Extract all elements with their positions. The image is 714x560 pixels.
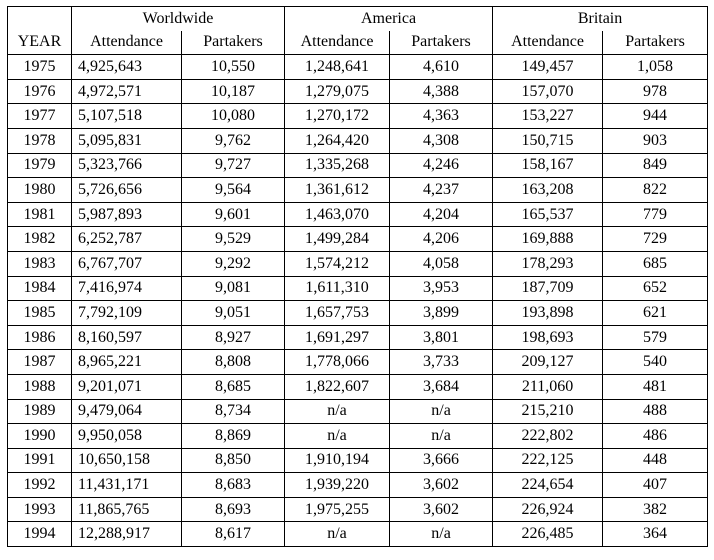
table-row	[8, 153, 708, 178]
year-cell: 1993	[8, 497, 72, 522]
year-cell: 1987	[8, 350, 72, 375]
britain-attendance-cell: 178,293	[493, 251, 603, 276]
worldwide-partakers-cell: 9,081	[182, 276, 285, 301]
britain-partakers-cell: 1,058	[603, 55, 708, 80]
america-partakers-cell: 3,602	[390, 497, 493, 522]
worldwide-attendance-cell: 10,650,158	[72, 448, 182, 473]
worldwide-attendance-cell: 8,160,597	[72, 325, 182, 350]
britain-attendance-cell: 153,227	[493, 104, 603, 129]
america-attendance-cell: n/a	[285, 399, 390, 424]
table-row	[8, 251, 708, 276]
year-cell: 1994	[8, 522, 72, 547]
america-partakers-cell: 4,237	[390, 178, 493, 203]
memorial-statistics-table	[7, 6, 708, 547]
table-row	[8, 276, 708, 301]
britain-partakers-cell: 448	[603, 448, 708, 473]
britain-attendance-cell: 150,715	[493, 128, 603, 153]
britain-attendance-cell: 226,485	[493, 522, 603, 547]
britain-partakers-cell: 652	[603, 276, 708, 301]
america-attendance-cell: 1,463,070	[285, 202, 390, 227]
britain-attendance-cell: 157,070	[493, 79, 603, 104]
worldwide-partakers-cell: 9,601	[182, 202, 285, 227]
america-partakers-cell: 3,684	[390, 374, 493, 399]
worldwide-attendance-cell: 5,323,766	[72, 153, 182, 178]
britain-partakers-cell: 540	[603, 350, 708, 375]
table-row	[8, 374, 708, 399]
column-header-america-attendance: Attendance	[285, 31, 390, 55]
britain-partakers-cell: 407	[603, 473, 708, 498]
blank-header-cell	[8, 7, 72, 31]
america-attendance-cell: n/a	[285, 424, 390, 449]
britain-partakers-cell: 978	[603, 79, 708, 104]
worldwide-attendance-cell: 12,288,917	[72, 522, 182, 547]
britain-partakers-cell: 822	[603, 178, 708, 203]
year-cell: 1984	[8, 276, 72, 301]
america-partakers-cell: 3,733	[390, 350, 493, 375]
america-partakers-cell: 4,388	[390, 79, 493, 104]
britain-partakers-cell: 579	[603, 325, 708, 350]
table-row	[8, 104, 708, 129]
group-header-worldwide: Worldwide	[72, 7, 285, 31]
worldwide-attendance-cell: 4,972,571	[72, 79, 182, 104]
worldwide-partakers-cell: 10,080	[182, 104, 285, 129]
britain-partakers-cell: 364	[603, 522, 708, 547]
year-cell: 1982	[8, 227, 72, 252]
britain-attendance-cell: 211,060	[493, 374, 603, 399]
table-row	[8, 79, 708, 104]
britain-attendance-cell: 158,167	[493, 153, 603, 178]
year-cell: 1981	[8, 202, 72, 227]
year-cell: 1992	[8, 473, 72, 498]
worldwide-attendance-cell: 5,107,518	[72, 104, 182, 129]
america-attendance-cell: 1,691,297	[285, 325, 390, 350]
worldwide-attendance-cell: 5,095,831	[72, 128, 182, 153]
table-row	[8, 227, 708, 252]
group-header-america: America	[285, 7, 493, 31]
year-cell: 1986	[8, 325, 72, 350]
america-attendance-cell: 1,270,172	[285, 104, 390, 129]
worldwide-partakers-cell: 8,850	[182, 448, 285, 473]
worldwide-attendance-cell: 9,950,058	[72, 424, 182, 449]
worldwide-partakers-cell: 9,292	[182, 251, 285, 276]
worldwide-partakers-cell: 9,727	[182, 153, 285, 178]
table-row	[8, 424, 708, 449]
britain-partakers-cell: 944	[603, 104, 708, 129]
america-attendance-cell: 1,611,310	[285, 276, 390, 301]
america-partakers-cell: 4,206	[390, 227, 493, 252]
column-header-worldwide-partakers: Partakers	[182, 31, 285, 55]
america-partakers-cell: n/a	[390, 399, 493, 424]
table-row	[8, 325, 708, 350]
america-attendance-cell: 1,499,284	[285, 227, 390, 252]
year-cell: 1979	[8, 153, 72, 178]
britain-attendance-cell: 169,888	[493, 227, 603, 252]
worldwide-attendance-cell: 9,479,064	[72, 399, 182, 424]
america-partakers-cell: 4,204	[390, 202, 493, 227]
worldwide-attendance-cell: 4,925,643	[72, 55, 182, 80]
year-cell: 1985	[8, 301, 72, 326]
year-cell: 1976	[8, 79, 72, 104]
year-cell: 1991	[8, 448, 72, 473]
britain-attendance-cell: 226,924	[493, 497, 603, 522]
america-partakers-cell: 4,058	[390, 251, 493, 276]
worldwide-partakers-cell: 8,617	[182, 522, 285, 547]
column-header-britain-attendance: Attendance	[493, 31, 603, 55]
america-partakers-cell: n/a	[390, 522, 493, 547]
america-partakers-cell: 4,363	[390, 104, 493, 129]
column-header-britain-partakers: Partakers	[603, 31, 708, 55]
worldwide-attendance-cell: 8,965,221	[72, 350, 182, 375]
worldwide-partakers-cell: 9,564	[182, 178, 285, 203]
column-header-worldwide-attendance: Attendance	[72, 31, 182, 55]
table-row	[8, 473, 708, 498]
britain-partakers-cell: 729	[603, 227, 708, 252]
britain-attendance-cell: 198,693	[493, 325, 603, 350]
worldwide-partakers-cell: 10,187	[182, 79, 285, 104]
table-row	[8, 55, 708, 80]
britain-partakers-cell: 486	[603, 424, 708, 449]
america-attendance-cell: 1,910,194	[285, 448, 390, 473]
britain-partakers-cell: 382	[603, 497, 708, 522]
column-header-row	[8, 31, 708, 55]
worldwide-attendance-cell: 5,726,656	[72, 178, 182, 203]
britain-attendance-cell: 222,802	[493, 424, 603, 449]
year-cell: 1980	[8, 178, 72, 203]
table-row	[8, 301, 708, 326]
america-partakers-cell: 4,610	[390, 55, 493, 80]
britain-partakers-cell: 621	[603, 301, 708, 326]
america-partakers-cell: n/a	[390, 424, 493, 449]
worldwide-partakers-cell: 8,808	[182, 350, 285, 375]
worldwide-attendance-cell: 6,767,707	[72, 251, 182, 276]
america-attendance-cell: 1,939,220	[285, 473, 390, 498]
year-cell: 1975	[8, 55, 72, 80]
america-partakers-cell: 3,801	[390, 325, 493, 350]
america-partakers-cell: 3,953	[390, 276, 493, 301]
america-attendance-cell: 1,264,420	[285, 128, 390, 153]
year-cell: 1989	[8, 399, 72, 424]
britain-attendance-cell: 193,898	[493, 301, 603, 326]
year-cell: 1977	[8, 104, 72, 129]
britain-attendance-cell: 163,208	[493, 178, 603, 203]
america-attendance-cell: 1,248,641	[285, 55, 390, 80]
year-cell: 1978	[8, 128, 72, 153]
table-row	[8, 448, 708, 473]
worldwide-attendance-cell: 9,201,071	[72, 374, 182, 399]
britain-partakers-cell: 488	[603, 399, 708, 424]
america-attendance-cell: 1,822,607	[285, 374, 390, 399]
britain-partakers-cell: 903	[603, 128, 708, 153]
table-row	[8, 202, 708, 227]
worldwide-attendance-cell: 11,431,171	[72, 473, 182, 498]
britain-attendance-cell: 222,125	[493, 448, 603, 473]
worldwide-partakers-cell: 9,051	[182, 301, 285, 326]
america-attendance-cell: 1,975,255	[285, 497, 390, 522]
worldwide-partakers-cell: 9,762	[182, 128, 285, 153]
worldwide-partakers-cell: 8,683	[182, 473, 285, 498]
britain-partakers-cell: 849	[603, 153, 708, 178]
table-row	[8, 399, 708, 424]
table-row	[8, 178, 708, 203]
britain-attendance-cell: 224,654	[493, 473, 603, 498]
table-row	[8, 497, 708, 522]
britain-partakers-cell: 685	[603, 251, 708, 276]
britain-attendance-cell: 187,709	[493, 276, 603, 301]
worldwide-partakers-cell: 10,550	[182, 55, 285, 80]
group-header-britain: Britain	[493, 7, 708, 31]
worldwide-attendance-cell: 5,987,893	[72, 202, 182, 227]
america-attendance-cell: 1,361,612	[285, 178, 390, 203]
britain-partakers-cell: 481	[603, 374, 708, 399]
worldwide-partakers-cell: 8,693	[182, 497, 285, 522]
worldwide-attendance-cell: 7,416,974	[72, 276, 182, 301]
worldwide-attendance-cell: 11,865,765	[72, 497, 182, 522]
worldwide-partakers-cell: 8,734	[182, 399, 285, 424]
britain-attendance-cell: 149,457	[493, 55, 603, 80]
britain-attendance-cell: 209,127	[493, 350, 603, 375]
year-cell: 1983	[8, 251, 72, 276]
table-row	[8, 350, 708, 375]
america-attendance-cell: 1,778,066	[285, 350, 390, 375]
worldwide-partakers-cell: 9,529	[182, 227, 285, 252]
table-row	[8, 128, 708, 153]
year-header: YEAR	[8, 31, 72, 55]
column-header-america-partakers: Partakers	[390, 31, 493, 55]
america-attendance-cell: 1,335,268	[285, 153, 390, 178]
america-partakers-cell: 3,666	[390, 448, 493, 473]
america-partakers-cell: 3,899	[390, 301, 493, 326]
america-partakers-cell: 4,308	[390, 128, 493, 153]
america-attendance-cell: 1,279,075	[285, 79, 390, 104]
britain-partakers-cell: 779	[603, 202, 708, 227]
america-attendance-cell: n/a	[285, 522, 390, 547]
britain-attendance-cell: 215,210	[493, 399, 603, 424]
worldwide-partakers-cell: 8,869	[182, 424, 285, 449]
america-attendance-cell: 1,657,753	[285, 301, 390, 326]
table-row	[8, 522, 708, 547]
worldwide-partakers-cell: 8,927	[182, 325, 285, 350]
britain-attendance-cell: 165,537	[493, 202, 603, 227]
america-attendance-cell: 1,574,212	[285, 251, 390, 276]
worldwide-attendance-cell: 6,252,787	[72, 227, 182, 252]
america-partakers-cell: 4,246	[390, 153, 493, 178]
america-partakers-cell: 3,602	[390, 473, 493, 498]
year-cell: 1990	[8, 424, 72, 449]
worldwide-partakers-cell: 8,685	[182, 374, 285, 399]
group-header-row	[8, 7, 708, 31]
year-cell: 1988	[8, 374, 72, 399]
worldwide-attendance-cell: 7,792,109	[72, 301, 182, 326]
